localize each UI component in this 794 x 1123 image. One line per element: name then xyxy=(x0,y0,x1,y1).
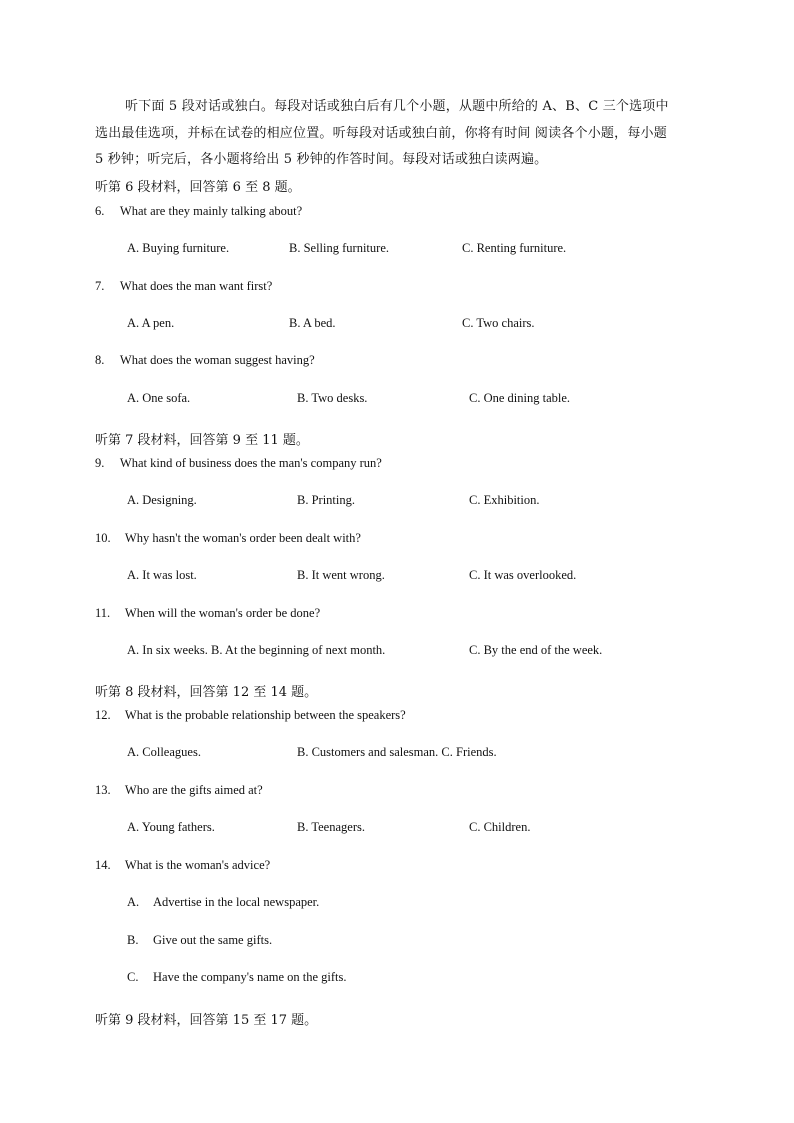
option-a: A. One sofa. xyxy=(127,391,191,405)
section-heading-9: 听第 9 段材料，回答第 15 至 17 题。 xyxy=(95,1013,318,1028)
question-text: Who are the gifts aimed at? xyxy=(124,783,263,797)
option-c: C. Renting furniture. xyxy=(462,241,567,255)
option-a: A. A pen. xyxy=(127,316,175,330)
question-number: 6. xyxy=(95,204,105,218)
instructions-line-3: 5 秒钟；听完后，各小题将给出 5 秒钟的作答时间。每段对话或独白读两遍。 xyxy=(95,152,548,167)
question-text: What kind of business does the man's company run? xyxy=(119,456,382,470)
option-c: C. One dining table. xyxy=(469,391,571,405)
option-b: B. Two desks. xyxy=(297,391,368,405)
section-heading-6: 听第 6 段材料，回答第 6 至 8 题。 xyxy=(95,180,301,195)
question-9 xyxy=(95,456,382,471)
question-12 xyxy=(95,708,406,723)
question-number: 14. xyxy=(95,858,111,872)
instructions-line-1: 听下面 5 段对话或独白。每段对话或独白后有几个小题，从题中所给的 A、B、C 三个选项中 xyxy=(125,99,669,114)
option-c: C. Exhibition. xyxy=(469,493,540,507)
option-c: C. It was overlooked. xyxy=(469,568,577,582)
option-b: B. Selling furniture. xyxy=(289,241,389,255)
question-text: What is the probable relationship between the speakers? xyxy=(124,708,406,722)
question-13 xyxy=(95,783,263,798)
option-b xyxy=(127,933,272,948)
option-b: B. It went wrong. xyxy=(297,568,385,582)
question-text: What is the woman's advice? xyxy=(124,858,271,872)
option-a: A. Buying furniture. xyxy=(127,241,230,255)
question-number: 12. xyxy=(95,708,111,722)
question-number: 10. xyxy=(95,531,111,545)
option-text: Give out the same gifts. xyxy=(153,933,273,947)
question-text: What does the woman suggest having? xyxy=(119,353,315,367)
option-a xyxy=(127,895,319,910)
question-7 xyxy=(95,279,272,294)
option-b: B. Printing. xyxy=(297,493,355,507)
question-8 xyxy=(95,353,315,368)
instructions-paragraph xyxy=(95,94,705,174)
option-a: A. Colleagues. xyxy=(127,745,201,759)
question-text: What are they mainly talking about? xyxy=(119,204,303,218)
instructions-line-2: 选出最佳选项，并标在试卷的相应位置。听每段对话或独白前，你将有时间 阅读各个小题，每小题 xyxy=(95,125,667,141)
question-number: 9. xyxy=(95,456,105,470)
option-a-and-b: A. In six weeks. B. At the beginning of next month. xyxy=(127,643,386,657)
question-14 xyxy=(95,858,270,873)
question-number: 8. xyxy=(95,353,105,367)
question-text: Why hasn't the woman's order been dealt with? xyxy=(124,531,361,545)
option-letter: A. xyxy=(127,895,140,909)
option-a: A. It was lost. xyxy=(127,568,197,582)
question-number: 7. xyxy=(95,279,105,293)
option-c: C. By the end of the week. xyxy=(469,643,603,657)
option-a: A. Designing. xyxy=(127,493,197,507)
question-6 xyxy=(95,204,302,219)
option-c: C. Two chairs. xyxy=(462,316,535,330)
question-number: 11. xyxy=(95,606,111,620)
option-b: B. Teenagers. xyxy=(297,820,365,834)
option-letter: B. xyxy=(127,933,139,947)
question-11 xyxy=(95,606,320,621)
option-b: B. A bed. xyxy=(289,316,336,330)
section-heading-8: 听第 8 段材料，回答第 12 至 14 题。 xyxy=(95,685,318,700)
option-a: A. Young fathers. xyxy=(127,820,215,834)
question-10 xyxy=(95,531,361,546)
option-text: Advertise in the local newspaper. xyxy=(153,895,320,909)
option-c: C. Children. xyxy=(469,820,531,834)
question-text: When will the woman's order be done? xyxy=(124,606,321,620)
section-heading-7: 听第 7 段材料，回答第 9 至 11 题。 xyxy=(95,433,309,448)
option-letter: C. xyxy=(127,970,139,984)
option-c xyxy=(127,970,347,985)
option-text: Have the company's name on the gifts. xyxy=(153,970,347,984)
question-text: What does the man want first? xyxy=(119,279,273,293)
question-number: 13. xyxy=(95,783,111,797)
option-b-and-c: B. Customers and salesman. C. Friends. xyxy=(297,745,497,759)
